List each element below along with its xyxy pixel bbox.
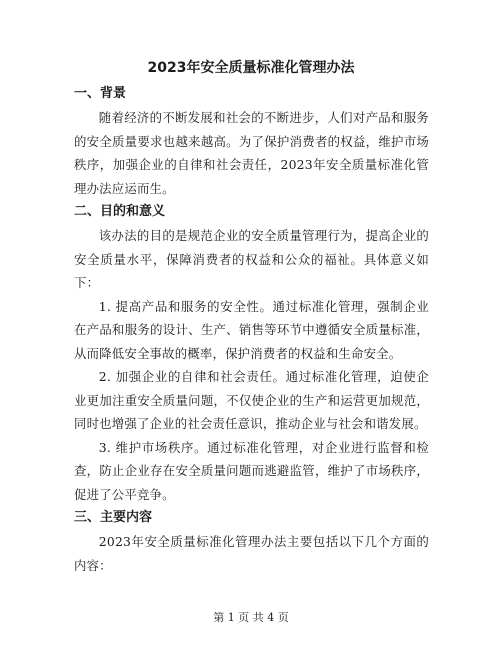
paragraph: 该办法的目的是规范企业的安全质量管理行为，提高企业的安全质量水平，保障消费者的权益和公众的福祉。具体意义如下： (74, 228, 429, 290)
paragraph: 2023年安全质量标准化管理办法主要包括以下几个方面的内容： (74, 534, 429, 573)
section-heading: 三、主要内容 (74, 510, 153, 525)
document-title: 2023年安全质量标准化管理办法 (147, 60, 355, 76)
document-body (74, 82, 429, 577)
section-heading: 一、背景 (74, 86, 127, 101)
list-item: 2. 加强企业的自律和社会责任。通过标准化管理，迫使企业更加注重安全质量问题，不仅使企业的生产和运营更加规范，同时也增强了企业的社会责任意识，推动企业与社会和谐发展。 (74, 369, 429, 431)
section-purpose (74, 200, 429, 506)
paragraph: 随着经济的不断发展和社会的不断进步，人们对产品和服务的安全质量要求也越来越高。为了保护消费者的权益，维护市场秩序，加强企业的自律和社会责任，2023年安全质量标准化管理办法应运而生。 (74, 110, 429, 196)
list-item: 3. 维护市场秩序。通过标准化管理，对企业进行监督和检查，防止企业存在安全质量问题而逃避监管，维护了市场秩序，促进了公平竞争。 (74, 439, 429, 502)
list-item: 1. 提高产品和服务的安全性。通过标准化管理，强制企业在产品和服务的设计、生产、销售等环节中遵循安全质量标准，从而降低安全事故的概率，保护消费者的权益和生命安全。 (74, 298, 429, 361)
section-heading: 二、目的和意义 (74, 204, 166, 219)
section-background (74, 82, 429, 200)
section-main-content (74, 506, 429, 577)
page-footer: 第 1 页 共 4 页 (213, 611, 289, 624)
